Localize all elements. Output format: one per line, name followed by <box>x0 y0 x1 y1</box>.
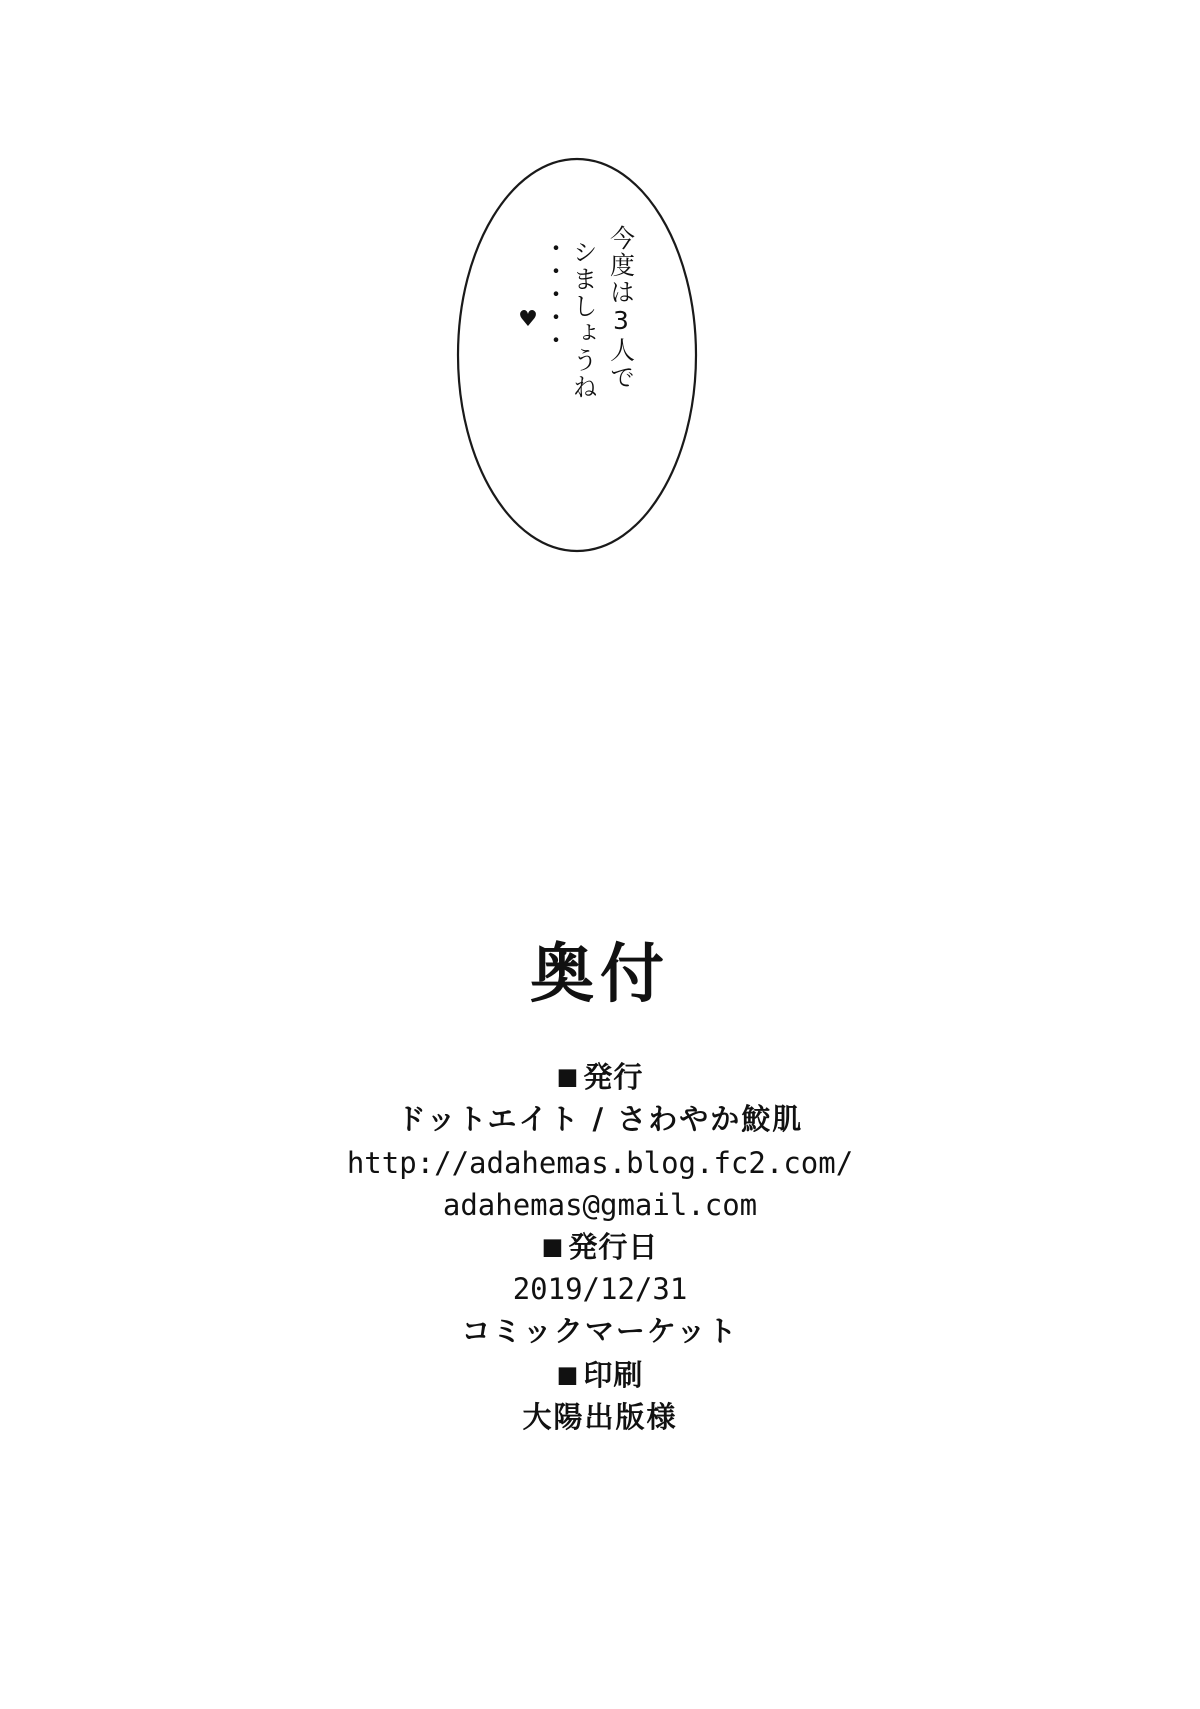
publisher-url[interactable]: http://adahemas.blog.fc2.com/ <box>346 1145 854 1180</box>
section-heading-printer <box>0 1354 1200 1396</box>
publication-date: 2019/12/31 <box>512 1272 688 1307</box>
event-name: コミックマーケット <box>461 1314 739 1349</box>
section-heading-publisher <box>0 1056 1200 1098</box>
printer-name: 大陽出版様 <box>522 1399 678 1434</box>
publisher-name: ドットエイト / さわやか鮫肌 <box>396 1102 804 1137</box>
bubble-line-right: 今度は3人で <box>606 225 636 391</box>
bubble-dots: ・・・・・ <box>540 235 569 350</box>
square-bullet-icon: ■ <box>556 1064 580 1091</box>
colophon-section-date <box>0 1226 1200 1354</box>
publisher-email[interactable]: adahemas@gmail.com <box>442 1187 758 1222</box>
speech-bubble-text <box>452 155 702 555</box>
colophon-section-printer <box>0 1354 1200 1440</box>
colophon <box>0 940 1200 1439</box>
section-heading-publisher-label: 発行 <box>583 1060 644 1095</box>
speech-bubble <box>452 155 702 555</box>
section-heading-date <box>0 1226 1200 1268</box>
colophon-title: 奥付 <box>530 938 670 1012</box>
section-heading-date-label: 発行日 <box>568 1230 659 1265</box>
bubble-line-left: シましょうね <box>569 239 599 401</box>
colophon-section-publisher <box>0 1056 1200 1226</box>
square-bullet-icon: ■ <box>556 1361 580 1388</box>
square-bullet-icon: ■ <box>541 1234 565 1261</box>
heart-icon: ♥ <box>515 307 541 332</box>
section-heading-printer-label: 印刷 <box>583 1357 644 1392</box>
